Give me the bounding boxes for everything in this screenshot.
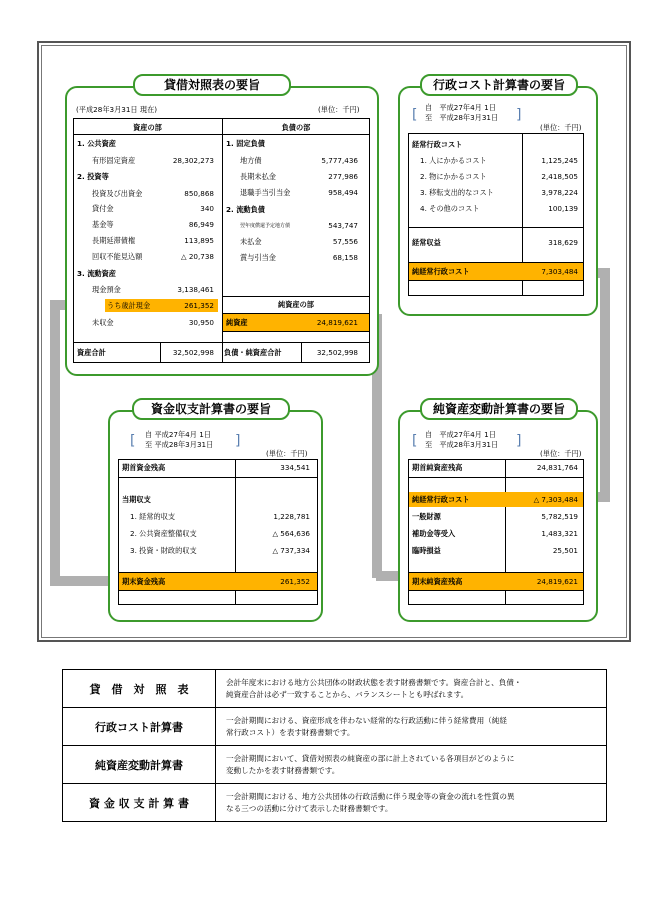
- bs-asset-value: △ 20,738: [181, 252, 214, 261]
- ac-item-label: 3. 移転支出的なコスト: [420, 188, 494, 197]
- bs-asset-header: 資産の部: [133, 123, 162, 132]
- bs-asset-total-value: 32,502,998: [172, 348, 214, 357]
- nc-item-value: 1,483,321: [541, 529, 578, 538]
- ac-net-cost-label: 純経常行政コスト: [412, 267, 470, 276]
- bs-asset-label: 投資及び出資金: [92, 189, 143, 198]
- bs-asset-label: 有形固定資産: [92, 156, 136, 165]
- cf-item-value: 1,228,781: [273, 512, 310, 521]
- ac-item-value: 2,418,505: [541, 172, 578, 181]
- ac-unit: (単位：千円): [540, 123, 582, 132]
- bs-liab-label: 退職手当引当金: [240, 188, 291, 197]
- legend-desc-line: 常行政コスト）を表す財務書類です。: [226, 727, 355, 737]
- bs-asset-total-label: 資産合計: [77, 348, 106, 357]
- legend-term: 資 金 収 支 計 算 書: [63, 784, 216, 822]
- cf-item-label: 3. 投資・財政的収支: [130, 546, 197, 555]
- legend-desc: [216, 746, 607, 784]
- bs-net-value: 24,819,621: [316, 318, 358, 327]
- nc-item-value: △ 7,303,484: [533, 495, 578, 504]
- cf-period-to: 至 平成28年3月31日: [145, 440, 214, 449]
- bs-liab-label: 1. 固定負債: [226, 139, 265, 148]
- bs-asset-value: 30,950: [188, 318, 214, 327]
- bs-unit: (単位：千円): [318, 105, 360, 114]
- cf-unit: (単位：千円): [266, 449, 308, 458]
- legend-desc-line: 変動したかを表す財務書類です。: [226, 765, 340, 775]
- arrow-cf-to-bs-vertical: [50, 303, 60, 586]
- ac-net-cost-value: 7,303,484: [541, 267, 578, 276]
- nc-item-label: 臨時損益: [412, 546, 441, 555]
- bs-liab-total-value: 32,502,998: [316, 348, 358, 357]
- legend-row: [63, 708, 607, 746]
- bs-net-label: 純資産: [226, 318, 248, 327]
- bs-liab-value: 57,556: [332, 237, 358, 246]
- legend-table: [62, 669, 607, 822]
- bs-liab-label: 賞与引当金: [240, 253, 276, 262]
- ac-item-label: 1. 人にかかるコスト: [420, 156, 487, 165]
- cf-closing-value: 261,352: [280, 577, 310, 586]
- ac-item-value: 3,978,224: [541, 188, 578, 197]
- nc-period-from: 自 平成27年4月 1日: [425, 430, 496, 439]
- nc-opening-value: 24,831,764: [536, 463, 578, 472]
- nc-closing-value: 24,819,621: [536, 577, 578, 586]
- legend-row: [63, 670, 607, 708]
- legend-desc-line: 一会計期間において、貸借対照表の純資産の部に計上されている各項目がどのように: [226, 753, 515, 763]
- bs-liab-label: 翌年度償還予定地方債: [240, 223, 291, 229]
- bs-liab-value: 958,494: [328, 188, 358, 197]
- bs-asset-value: 340: [200, 204, 214, 213]
- bs-asset-label: 回収不能見込額: [92, 252, 143, 261]
- admin-cost-title: 行政コスト計算書の要旨: [420, 74, 578, 96]
- bs-asset-label: 貸付金: [92, 204, 114, 213]
- ac-period-to: 至 平成28年3月31日: [425, 113, 499, 122]
- cf-item-label: 1. 経常的収支: [130, 512, 176, 521]
- bs-liab-value: 5,777,436: [321, 156, 358, 165]
- ac-section: 経常行政コスト: [412, 140, 463, 149]
- cf-opening-label: 期首資金残高: [122, 463, 166, 472]
- bs-liab-value: 543,747: [328, 221, 358, 230]
- bs-asset-label: 2. 投資等: [77, 172, 109, 181]
- bs-liab-total-label: 負債・純資産合計: [224, 348, 282, 357]
- ac-item-label: 4. その他のコスト: [420, 204, 480, 213]
- legend-row: [63, 746, 607, 784]
- bs-asset-value: 86,949: [188, 220, 214, 229]
- cf-period-from: 自 平成27年4月 1日: [145, 430, 211, 439]
- ac-revenue-label: 経常収益: [412, 238, 441, 247]
- bs-asset-value: 261,352: [184, 301, 214, 310]
- bs-net-header: 純資産の部: [278, 300, 314, 309]
- arrow-ac-to-nc-vertical: [600, 268, 610, 500]
- cf-item-label: 2. 公共資産整備収支: [130, 529, 197, 538]
- cf-opening-value: 334,541: [280, 463, 310, 472]
- ac-item-label: 2. 物にかかるコスト: [420, 172, 487, 181]
- arrow-cf-to-bs-bottom: [50, 576, 110, 586]
- cash-flow-title: 資金収支計算書の要旨: [132, 398, 290, 420]
- bs-asset-label: うち歳計現金: [107, 301, 151, 310]
- bs-asset-label: 未収金: [92, 318, 114, 327]
- bs-liab-label: 未払金: [240, 237, 262, 246]
- bs-asset-label: 基金等: [92, 220, 114, 229]
- ac-period-from: 自 平成27年4月 1日: [425, 103, 496, 112]
- bs-date: (平成28年3月31日 現在): [76, 105, 158, 114]
- net-assets-change-title: 純資産変動計算書の要旨: [420, 398, 578, 420]
- legend-desc-line: 一会計期間における、資産形成を伴わない経常的な行政活動に伴う経常費用（純経: [226, 715, 507, 725]
- legend-desc-line: 純資産合計は必ず一致することから、バランスシートとも呼ばれます。: [226, 689, 469, 699]
- legend-desc-line: 会計年度末における地方公共団体の財政状態を表す財務書類です。資産合計と、負債・: [226, 677, 522, 687]
- bs-asset-label: 現金預金: [92, 285, 121, 294]
- bs-liab-value: 277,986: [328, 172, 358, 181]
- legend-desc: [216, 784, 607, 822]
- balance-sheet-title: 貸借対照表の要旨: [133, 74, 291, 96]
- cf-closing-label: 期末資金残高: [122, 577, 166, 586]
- bs-asset-value: 3,138,461: [177, 285, 214, 294]
- bs-liab-label: 地方債: [240, 156, 262, 165]
- legend-desc: [216, 708, 607, 746]
- bs-liab-header: 負債の部: [281, 123, 311, 132]
- legend-row: [63, 784, 607, 822]
- bs-liab-value: 68,158: [332, 253, 358, 262]
- bs-asset-label: 1. 公共資産: [77, 139, 116, 148]
- bs-asset-value: 850,868: [184, 189, 214, 198]
- legend-term: 貸 借 対 照 表: [63, 670, 216, 708]
- legend-term: 純資産変動計算書: [63, 746, 216, 784]
- bs-asset-value: 113,895: [184, 236, 214, 245]
- cf-item-value: △ 564,636: [272, 529, 310, 538]
- ac-revenue-value: 318,629: [548, 238, 578, 247]
- nc-unit: (単位：千円): [540, 449, 582, 458]
- nc-closing-label: 期末純資産残高: [412, 577, 463, 586]
- ac-item-value: 100,139: [548, 204, 578, 213]
- bs-asset-value: 28,302,273: [172, 156, 214, 165]
- nc-period-to: 至 平成28年3月31日: [425, 440, 499, 449]
- bs-liab-label: 2. 流動負債: [226, 205, 265, 214]
- legend-desc-line: なる三つの活動に分けて表示した財務書類です。: [226, 803, 393, 813]
- legend-desc-line: 一会計期間における、地方公共団体の行政活動に伴う現金等の資金の流れを性質の異: [226, 791, 515, 801]
- nc-item-label: 一般財源: [412, 512, 441, 521]
- nc-item-value: 5,782,519: [541, 512, 578, 521]
- bs-asset-label: 長期延滞債権: [92, 236, 136, 245]
- nc-item-value: 25,501: [552, 546, 578, 555]
- cf-section: 当期収支: [122, 495, 151, 504]
- nc-item-label: 純経常行政コスト: [412, 495, 470, 504]
- cf-item-value: △ 737,334: [272, 546, 310, 555]
- bs-liab-label: 長期未払金: [240, 172, 276, 181]
- legend-term: 行政コスト計算書: [63, 708, 216, 746]
- ac-item-value: 1,125,245: [541, 156, 578, 165]
- legend-desc: [216, 670, 607, 708]
- bs-asset-label: 3. 流動資産: [77, 269, 116, 278]
- nc-item-label: 補助金等受入: [412, 529, 456, 538]
- nc-opening-label: 期首純資産残高: [412, 463, 463, 472]
